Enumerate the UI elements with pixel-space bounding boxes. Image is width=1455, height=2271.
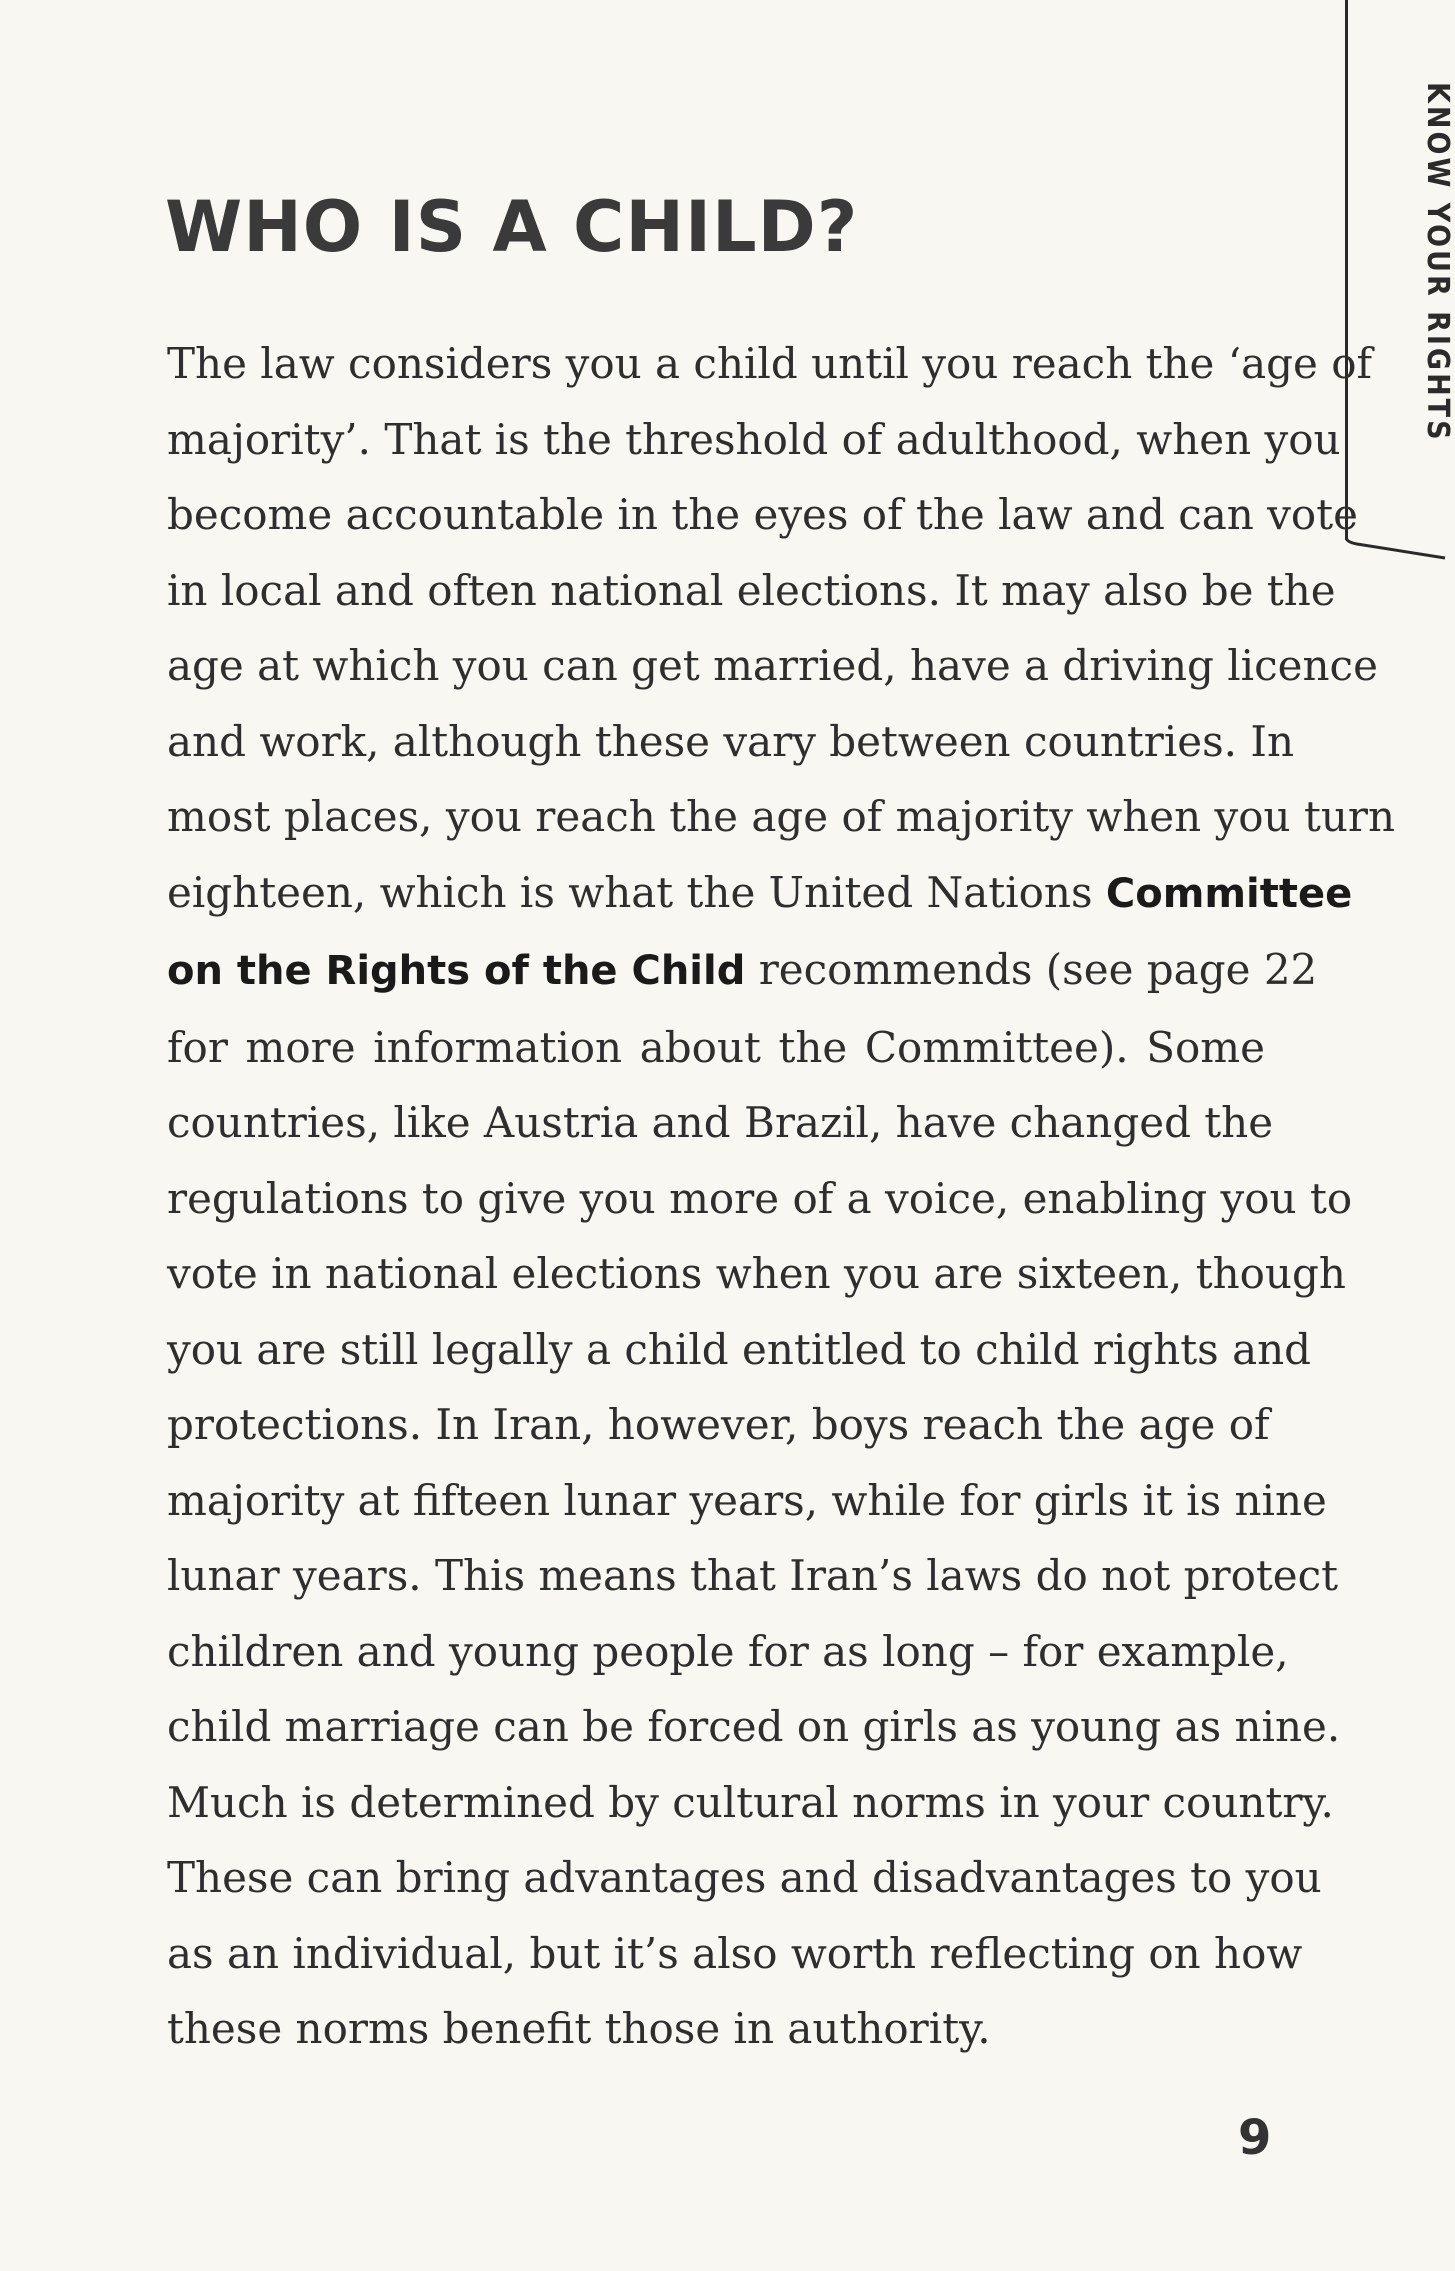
body-text-fragment: eighteen, which is what the United Nations (167, 867, 1106, 917)
body-line: The law considers you a child until you reach the ‘age of (167, 339, 1373, 388)
page-title: WHO IS A CHILD? (165, 186, 859, 268)
body-line: lunar years. This means that Iran’s laws do not protect (167, 1551, 1339, 1600)
body-line: you are still legally a child entitled to child rights and (167, 1324, 1312, 1374)
body-text-fragment: recommends (see page 22 (745, 945, 1318, 994)
body-line-with-term (167, 932, 1318, 1010)
body-line: Much is determined by cultural norms in your country. (167, 1777, 1334, 1827)
committee-term-part2: on the Rights of the Child (167, 948, 746, 994)
body-line: vote in national elections when you are sixteen, though (167, 1249, 1346, 1298)
body-line: protections. In Iran, however, boys reach the age of (167, 1400, 1270, 1449)
body-line: regulations to give you more of a voice, enabling you to (167, 1173, 1353, 1223)
body-line: become accountable in the eyes of the law and can vote (167, 490, 1358, 539)
body-line: for more information about the Committee). Some (167, 1022, 1265, 1072)
body-line: in local and often national elections. It may also be the (167, 565, 1336, 615)
body-line: most places, you reach the age of majority when you turn (167, 792, 1396, 841)
committee-term-part1: Committee (1105, 870, 1353, 917)
body-line-with-term (167, 855, 1353, 933)
page-number: 9 (1238, 2110, 1272, 2166)
body-line: These can bring advantages and disadvantages to you (167, 1853, 1322, 1902)
body-line: majority’. That is the threshold of adulthood, when you (167, 414, 1341, 464)
body-line: child marriage can be forced on girls as young as nine. (167, 1702, 1341, 1751)
body-paragraph (167, 326, 1396, 2067)
section-tab-curve (1345, 520, 1445, 560)
body-line: countries, like Austria and Brazil, have changed the (167, 1098, 1274, 1147)
body-line: as an individual, but it’s also worth reflecting on how (167, 1928, 1303, 1978)
body-line: children and young people for as long – for example, (167, 1626, 1289, 1676)
body-line: and work, although these vary between countries. In (167, 716, 1295, 766)
body-line: these norms benefit those in authority. (167, 2004, 991, 2053)
body-line: age at which you can get married, have a driving licence (167, 641, 1378, 690)
section-tab-label: KNOW YOUR RIGHTS (1420, 82, 1455, 443)
body-line: majority at fifteen lunar years, while for girls it is nine (167, 1475, 1327, 1525)
